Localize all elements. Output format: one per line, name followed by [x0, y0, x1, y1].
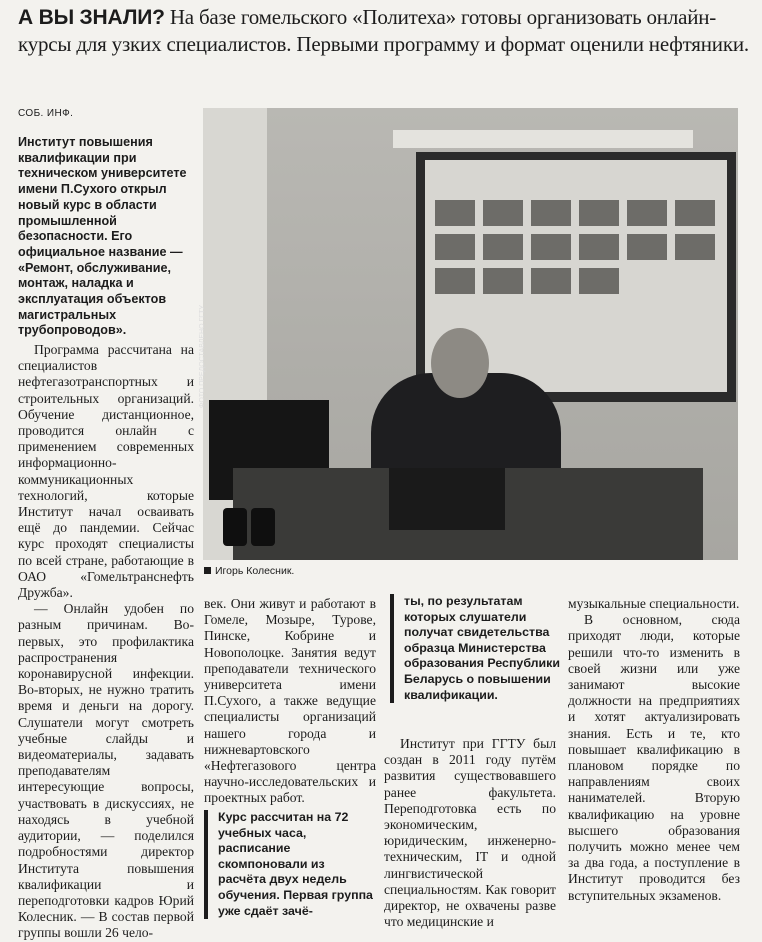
photo-credit: ФОТО ПРЕДОСТАВЛЕНО ГГТУ [199, 305, 206, 408]
photo-person-head [431, 328, 489, 398]
paragraph: Программа рассчитана на специалистов нефтегазотранспортных и строительных организаций. Обучение дистанционное, проводится онлайн с применением современных информационно-коммуникационных технологий, которые Институт начал осваивать ещё до пандемии. Сейчас курс проходят специалисты по всей стране, работающие в ОАО «Гомельтранснефть Дружба». [18, 342, 194, 601]
callout-quote-2: ты, по результатам которых слушатели получат свидетельства образца Министерства образования Республики Беларусь о повышении квалификации. [390, 594, 566, 703]
paragraph: век. Они живут и работают в Гомеле, Мозыре, Турове, Пинске, Кобрине и Новополоцке. Занятия ведут преподаватели технического университета имени П.Сухого, а также ведущие специалисты организаций нашего города и нижневартовского «Нефтегазового центра научно-исследовательских и проектных работ. [204, 596, 376, 806]
body-column-1 [18, 342, 194, 942]
photo-speaker-left [223, 508, 247, 546]
paragraph: музыкальные специальности. [568, 596, 740, 611]
body-column-3 [384, 736, 556, 930]
article-photo [199, 108, 738, 560]
caption-square-icon [204, 567, 211, 574]
paragraph: В основном, сюда приходят люди, которые решили что-то изменить в своей жизни или уже занимают высокие должности на предприятиях и хотят актуализировать знания. Есть и те, кто повышает квалификацию в плановом порядке по направлениям своих нанимателей. Вторую квалификацию на уровне высшего образования получить можно менее чем за два года, а поступление в Институт проводится без вступительных экзаменов. [568, 612, 740, 903]
paragraph: Институт при ГГТУ был создан в 2011 году путём развития существовавшего ранее факультета. Переподготовка есть по экономическим, юридическим, инженерно-техническим, IT и одной лингвистической специальностям. Как говорит директор, не охвачены разве что медицинские и [384, 736, 556, 930]
paragraph: — Онлайн удобен по разным причинам. Во-первых, это профилактика распространения коронавирусной инфекции. Во-вторых, не нужно тратить время и деньги на дорогу. Слушатели могут смотреть учебные слайды и видеоматериалы, задавать преподавателям интересующие вопросы, участвовать в дискуссиях, не находясь в учебной аудитории, — поделился подробностями директор Института повышения квалификации и переподготовки кадров Юрий Колесник. — В состав первой группы вошли 26 чело- [18, 601, 194, 941]
lead-paragraph: Институт повышения квалификации при техническом университете имени П.Сухого открыл новый курс в области промышленной безопасности. Его официальное название — «Ремонт, обслуживание, монтаж, наладка и эксплуатация объектов магистральных трубопроводов». [18, 135, 187, 338]
photo-caption-text: Игорь Колесник. [215, 565, 295, 577]
body-column-2 [204, 596, 376, 807]
headline-text: На базе гомельского «Политеха» готовы организовать онлайн-курсы для узких специалистов. Первыми программу и формат оценили нефтяники. [18, 5, 749, 56]
headline [18, 4, 753, 58]
headline-kicker: А ВЫ ЗНАЛИ? [18, 6, 165, 29]
body-column-4 [568, 596, 740, 904]
photo-speaker-right [251, 508, 275, 546]
photo-laptop [389, 468, 505, 530]
photo-ceiling-light [393, 130, 693, 148]
source-label: СОБ. ИНФ. [18, 108, 74, 119]
callout-quote-1: Курс рассчитан на 72 учебных часа, расписание скомпоновали из расчёта двух недель обучения. Первая группа уже сдаёт зачё- [204, 810, 376, 919]
photo-caption [204, 565, 294, 577]
